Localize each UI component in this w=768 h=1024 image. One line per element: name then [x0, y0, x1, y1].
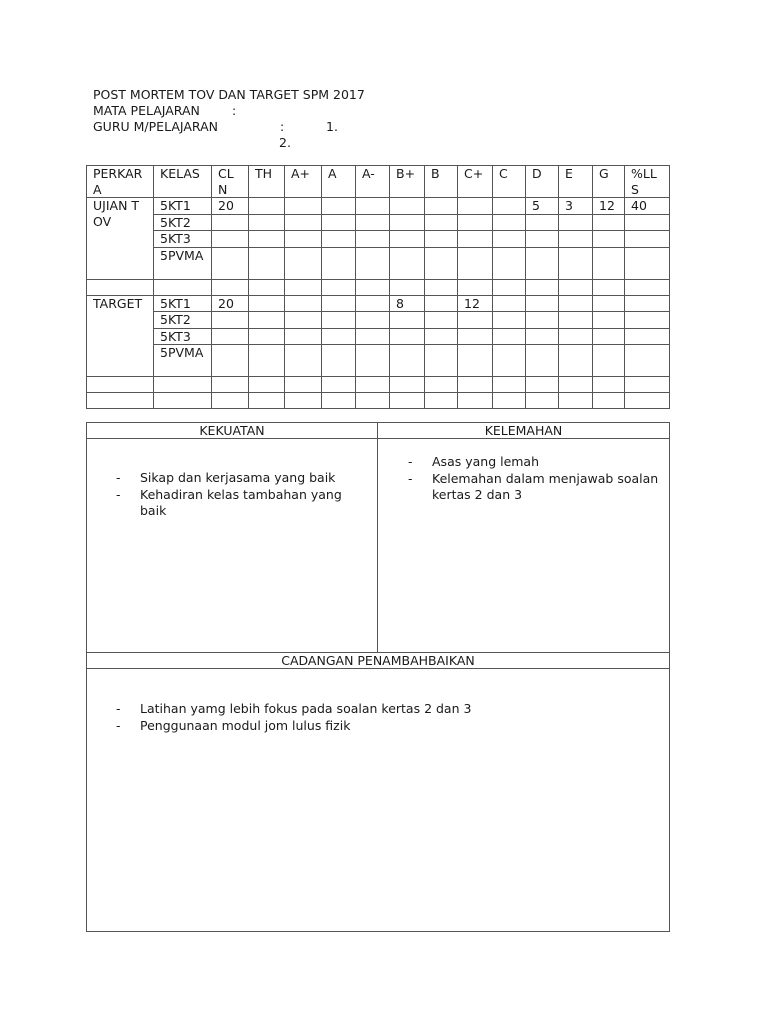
- header-c: C: [493, 166, 526, 198]
- teacher-label: GURU M/PELAJARAN: [93, 119, 218, 134]
- grade-table: [86, 165, 670, 409]
- cell-g: [593, 377, 625, 393]
- cell-e: [559, 312, 593, 329]
- kekuatan-cell: [87, 439, 378, 653]
- table-row: [87, 393, 670, 409]
- kelemahan-item-text: Asas yang lemah: [432, 454, 540, 469]
- cell-c-plus: [458, 345, 493, 377]
- table-row: [87, 328, 670, 345]
- cell-c: [493, 198, 526, 215]
- cadangan-heading: CADANGAN PENAMBAHBAIKAN: [87, 653, 670, 669]
- table-body: [87, 198, 670, 409]
- cell-b: [425, 279, 458, 295]
- cell-c: [493, 328, 526, 345]
- cell-lls: [625, 393, 670, 409]
- subject-label: MATA PELAJARAN: [93, 103, 200, 118]
- cell-e: [559, 231, 593, 248]
- kelemahan-heading: KELEMAHAN: [378, 423, 670, 439]
- cadangan-item-text: Penggunaan modul jom lulus fizik: [140, 717, 351, 733]
- cell-lls: [625, 279, 670, 295]
- cell-a-minus: [356, 214, 390, 231]
- subject-colon: :: [232, 103, 237, 118]
- cell-g: [593, 214, 625, 231]
- cell-cln: [212, 279, 249, 295]
- cell-a-minus: [356, 295, 390, 312]
- header-kelas: KELAS: [154, 166, 212, 198]
- cadangan-list: [116, 701, 663, 734]
- cell-d: [526, 247, 559, 279]
- cell-d: [526, 312, 559, 329]
- cell-kelas: [154, 393, 212, 409]
- cell-b-plus: [390, 247, 425, 279]
- cell-c: [493, 214, 526, 231]
- cell-a-minus: [356, 393, 390, 409]
- cell-c: [493, 312, 526, 329]
- cell-b-plus: 8: [390, 295, 425, 312]
- teacher-colon: :: [280, 119, 285, 134]
- table-row: [87, 295, 670, 312]
- cell-g: [593, 312, 625, 329]
- cell-a: [322, 214, 356, 231]
- cell-c: [493, 345, 526, 377]
- kelemahan-item: [408, 471, 663, 504]
- cadangan-item: [116, 718, 663, 735]
- cell-b: [425, 312, 458, 329]
- cell-a-plus: [285, 247, 322, 279]
- table-row: [87, 231, 670, 248]
- cell-d: [526, 393, 559, 409]
- kelemahan-list: [408, 454, 663, 504]
- cell-g: 12: [593, 198, 625, 215]
- document-title: POST MORTEM TOV DAN TARGET SPM 2017: [93, 87, 365, 102]
- table-row: [87, 377, 670, 393]
- cell-th: [249, 295, 285, 312]
- cell-perkara: [87, 377, 154, 393]
- cell-kelas: 5KT1: [154, 295, 212, 312]
- cell-c-plus: [458, 247, 493, 279]
- table-row: [87, 214, 670, 231]
- cell-cln: [212, 214, 249, 231]
- cell-b-plus: [390, 198, 425, 215]
- cell-kelas: [154, 377, 212, 393]
- cell-b: [425, 345, 458, 377]
- cell-c-plus: [458, 328, 493, 345]
- cell-cln: [212, 231, 249, 248]
- cell-a: [322, 198, 356, 215]
- cell-e: [559, 295, 593, 312]
- cell-kelas: [154, 279, 212, 295]
- analysis-box: [86, 422, 670, 932]
- dash-bullet: -: [408, 454, 413, 469]
- cell-kelas: 5PVMA: [154, 247, 212, 279]
- cell-a-plus: [285, 377, 322, 393]
- cell-th: [249, 393, 285, 409]
- cell-th: [249, 231, 285, 248]
- cell-cln: 20: [212, 198, 249, 215]
- cell-c-plus: 12: [458, 295, 493, 312]
- cell-c: [493, 231, 526, 248]
- cell-c-plus: [458, 198, 493, 215]
- cell-b: [425, 393, 458, 409]
- cadangan-item-text: Latihan yamg lebih fokus pada soalan kertas 2 dan 3: [140, 701, 472, 716]
- cell-kelas: 5KT2: [154, 312, 212, 329]
- header-b: B: [425, 166, 458, 198]
- cell-b: [425, 328, 458, 345]
- cell-d: [526, 377, 559, 393]
- cell-a: [322, 231, 356, 248]
- table-row: [87, 247, 670, 279]
- cell-cln: [212, 393, 249, 409]
- kelemahan-item-text: Kelemahan dalam menjawab soalan kertas 2 dan 3: [432, 470, 659, 502]
- cell-a: [322, 345, 356, 377]
- kekuatan-item-text: Sikap dan kerjasama yang baik: [140, 470, 336, 485]
- cell-b: [425, 198, 458, 215]
- cell-b: [425, 247, 458, 279]
- cell-cln: 20: [212, 295, 249, 312]
- cell-a: [322, 295, 356, 312]
- cell-th: [249, 214, 285, 231]
- header-a-plus: A+: [285, 166, 322, 198]
- dash-bullet: -: [116, 470, 121, 485]
- cadangan-item: [116, 701, 663, 718]
- header-c-plus: C+: [458, 166, 493, 198]
- header-th: TH: [249, 166, 285, 198]
- cell-a: [322, 328, 356, 345]
- header-b-plus: B+: [390, 166, 425, 198]
- cadangan-cell: [87, 669, 670, 932]
- cell-b: [425, 377, 458, 393]
- cell-a-minus: [356, 247, 390, 279]
- cell-b-plus: [390, 345, 425, 377]
- header-g: G: [593, 166, 625, 198]
- dash-bullet: -: [116, 701, 121, 716]
- cell-g: [593, 295, 625, 312]
- cell-perkara: [87, 393, 154, 409]
- cell-a: [322, 247, 356, 279]
- cell-perkara: TARGET: [87, 295, 154, 377]
- header-cln: CLN: [212, 166, 249, 198]
- cell-d: 5: [526, 198, 559, 215]
- cell-a-minus: [356, 198, 390, 215]
- cell-c-plus: [458, 377, 493, 393]
- cell-cln: [212, 345, 249, 377]
- cell-a-plus: [285, 345, 322, 377]
- cell-a-minus: [356, 231, 390, 248]
- kekuatan-item: [116, 470, 371, 487]
- cell-c: [493, 393, 526, 409]
- cell-b-plus: [390, 328, 425, 345]
- cell-lls: [625, 312, 670, 329]
- cell-a-plus: [285, 312, 322, 329]
- cell-a-plus: [285, 198, 322, 215]
- cell-c-plus: [458, 279, 493, 295]
- dash-bullet: -: [116, 486, 121, 502]
- cell-c: [493, 247, 526, 279]
- cell-b-plus: [390, 279, 425, 295]
- cell-th: [249, 377, 285, 393]
- cell-kelas: 5KT3: [154, 231, 212, 248]
- cell-lls: [625, 328, 670, 345]
- cell-d: [526, 231, 559, 248]
- dash-bullet: -: [408, 470, 413, 486]
- table-row: [87, 312, 670, 329]
- cell-kelas: 5KT1: [154, 198, 212, 215]
- cell-d: [526, 279, 559, 295]
- header-perkara: PERKARA: [87, 166, 154, 198]
- cell-a-plus: [285, 214, 322, 231]
- cell-a-minus: [356, 377, 390, 393]
- cell-a-minus: [356, 328, 390, 345]
- cell-kelas: 5KT3: [154, 328, 212, 345]
- cell-b-plus: [390, 377, 425, 393]
- header-a-minus: A-: [356, 166, 390, 198]
- cell-lls: [625, 345, 670, 377]
- cell-d: [526, 295, 559, 312]
- cell-cln: [212, 312, 249, 329]
- cell-c: [493, 279, 526, 295]
- cell-g: [593, 279, 625, 295]
- kelemahan-cell: [378, 439, 670, 653]
- cell-a-plus: [285, 393, 322, 409]
- document-header: [93, 87, 365, 151]
- cell-a-plus: [285, 295, 322, 312]
- kekuatan-list: [116, 470, 371, 520]
- kelemahan-item: [408, 454, 663, 471]
- teacher-number-1: 1.: [326, 119, 338, 134]
- cell-b: [425, 214, 458, 231]
- cell-lls: 40: [625, 198, 670, 215]
- cell-a-plus: [285, 231, 322, 248]
- cell-d: [526, 214, 559, 231]
- table-row: [87, 345, 670, 377]
- cell-a-minus: [356, 279, 390, 295]
- cell-c: [493, 295, 526, 312]
- cell-b-plus: [390, 393, 425, 409]
- cell-th: [249, 198, 285, 215]
- cell-c-plus: [458, 312, 493, 329]
- cell-e: 3: [559, 198, 593, 215]
- cell-g: [593, 328, 625, 345]
- cell-th: [249, 279, 285, 295]
- header-e: E: [559, 166, 593, 198]
- cell-e: [559, 393, 593, 409]
- cell-b-plus: [390, 312, 425, 329]
- cell-e: [559, 247, 593, 279]
- header-a: A: [322, 166, 356, 198]
- cell-b: [425, 295, 458, 312]
- table-header-row: [87, 166, 670, 198]
- cell-perkara: UJIAN TOV: [87, 198, 154, 280]
- cell-lls: [625, 231, 670, 248]
- cell-g: [593, 231, 625, 248]
- cell-a-minus: [356, 345, 390, 377]
- cell-a-plus: [285, 328, 322, 345]
- table-row: [87, 279, 670, 295]
- header-lls: %LLS: [625, 166, 670, 198]
- cell-c-plus: [458, 214, 493, 231]
- cell-e: [559, 214, 593, 231]
- cell-d: [526, 345, 559, 377]
- cell-a: [322, 393, 356, 409]
- cell-cln: [212, 247, 249, 279]
- teacher-number-2: 2.: [279, 135, 291, 150]
- cell-lls: [625, 247, 670, 279]
- kekuatan-item-text: Kehadiran kelas tambahan yang baik: [140, 486, 342, 518]
- cell-perkara: [87, 279, 154, 295]
- cell-lls: [625, 295, 670, 312]
- cell-b-plus: [390, 214, 425, 231]
- cell-cln: [212, 328, 249, 345]
- cell-lls: [625, 377, 670, 393]
- dash-bullet: -: [116, 717, 121, 733]
- cell-c-plus: [458, 231, 493, 248]
- cell-e: [559, 345, 593, 377]
- cell-a: [322, 312, 356, 329]
- cell-g: [593, 247, 625, 279]
- cell-e: [559, 328, 593, 345]
- cell-e: [559, 377, 593, 393]
- cell-a: [322, 377, 356, 393]
- cell-c: [493, 377, 526, 393]
- kekuatan-item: [116, 487, 371, 520]
- cell-lls: [625, 214, 670, 231]
- cell-e: [559, 279, 593, 295]
- cell-a-minus: [356, 312, 390, 329]
- cell-d: [526, 328, 559, 345]
- cell-th: [249, 345, 285, 377]
- cell-th: [249, 247, 285, 279]
- cell-cln: [212, 377, 249, 393]
- cell-th: [249, 328, 285, 345]
- cell-a-plus: [285, 279, 322, 295]
- cell-b-plus: [390, 231, 425, 248]
- cell-kelas: 5KT2: [154, 214, 212, 231]
- cell-g: [593, 393, 625, 409]
- cell-b: [425, 231, 458, 248]
- table-row: [87, 198, 670, 215]
- kekuatan-heading: KEKUATAN: [87, 423, 378, 439]
- cell-th: [249, 312, 285, 329]
- cell-kelas: 5PVMA: [154, 345, 212, 377]
- cell-g: [593, 345, 625, 377]
- cell-a: [322, 279, 356, 295]
- cell-c-plus: [458, 393, 493, 409]
- header-d: D: [526, 166, 559, 198]
